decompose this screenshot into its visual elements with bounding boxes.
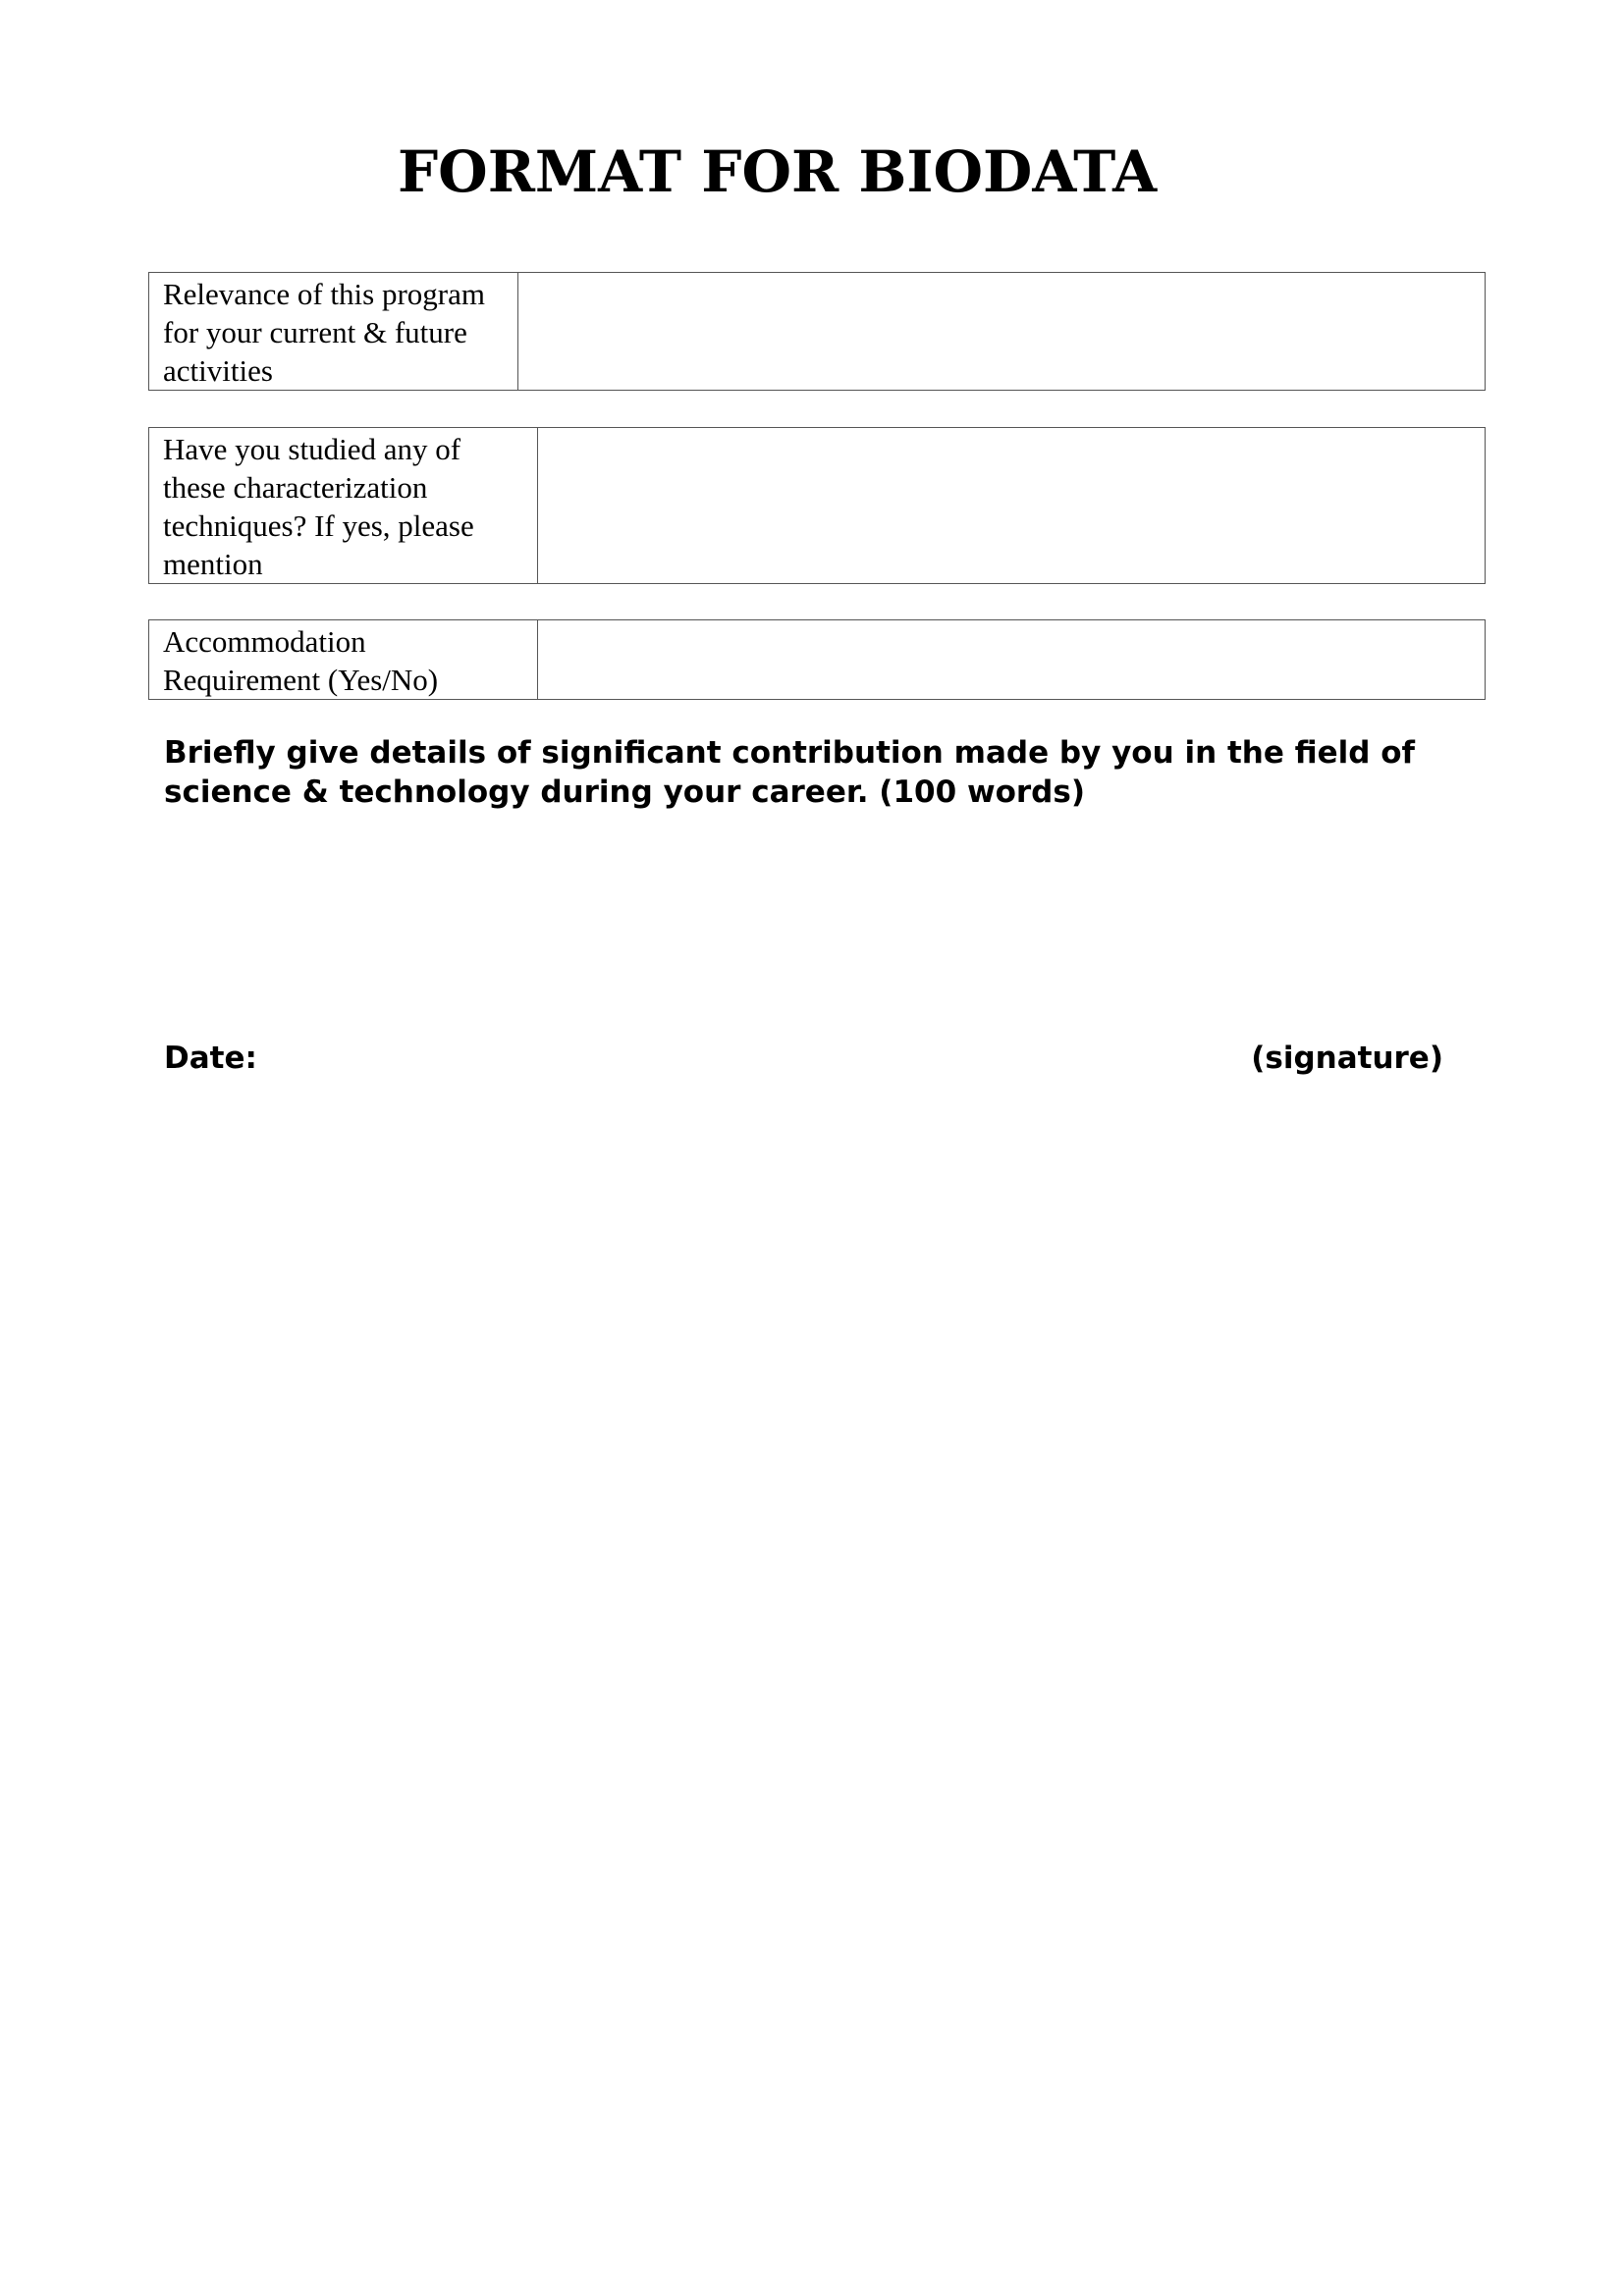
techniques-table xyxy=(148,427,1486,584)
techniques-answer-field[interactable] xyxy=(538,428,1486,584)
accommodation-table xyxy=(148,619,1486,700)
page-title: FORMAT FOR BIODATA xyxy=(398,138,1158,205)
relevance-answer-field[interactable] xyxy=(518,273,1486,391)
signature-label: (signature) xyxy=(1251,1041,1443,1076)
contribution-instruction: Briefly give details of significant contribution made by you in the field of science & technology during your career. (100 words) xyxy=(164,735,1416,810)
table-row xyxy=(149,620,1486,700)
techniques-label: Have you studied any of these characterization techniques? If yes, please mention xyxy=(149,428,538,584)
accommodation-label: Accommodation Requirement (Yes/No) xyxy=(149,620,538,700)
accommodation-answer-field[interactable] xyxy=(538,620,1486,700)
relevance-label: Relevance of this program for your current & future activities xyxy=(149,273,518,391)
table-row xyxy=(149,428,1486,584)
table-row xyxy=(149,273,1486,391)
relevance-table xyxy=(148,272,1486,391)
date-label: Date: xyxy=(164,1041,257,1076)
